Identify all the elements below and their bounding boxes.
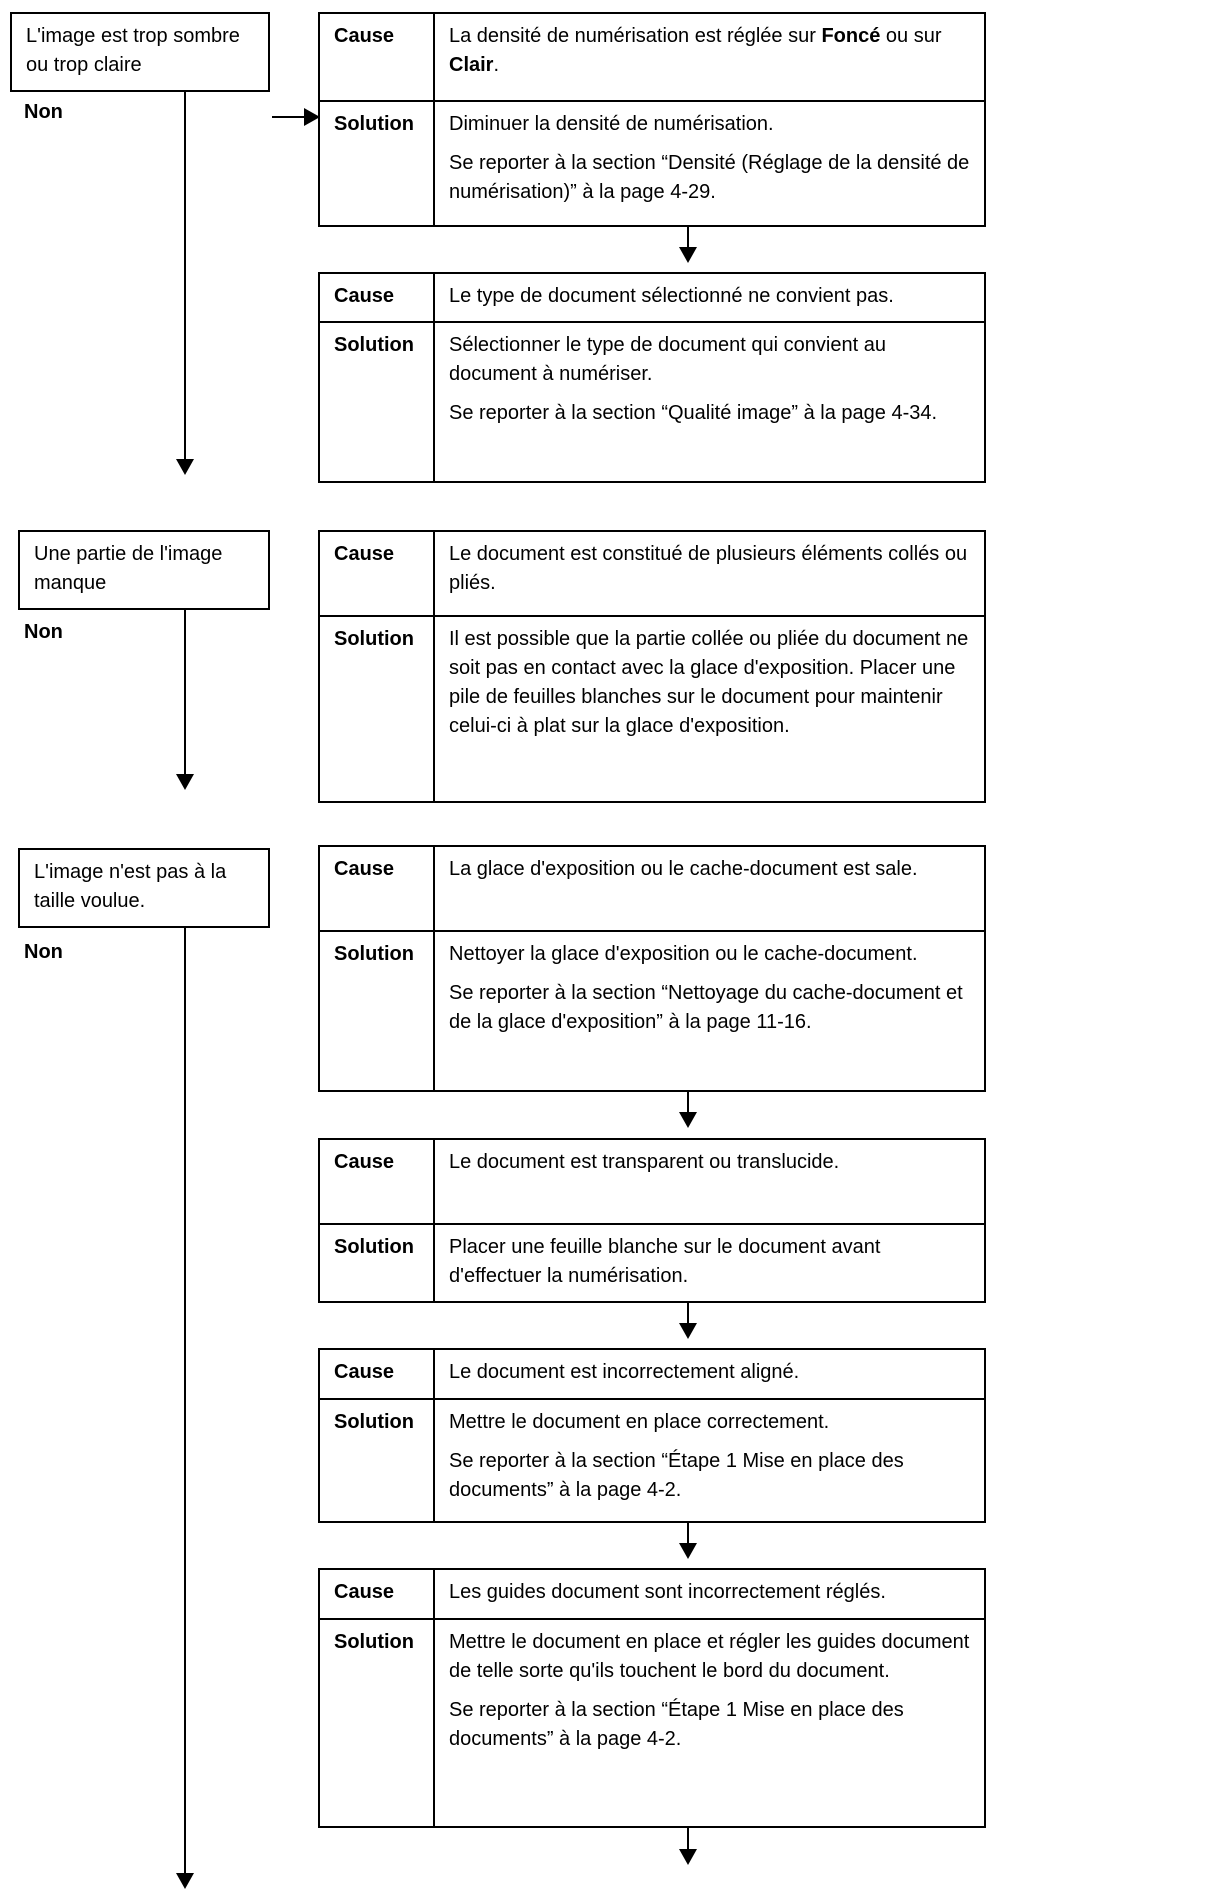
branch-label-non-3: Non bbox=[24, 941, 63, 963]
flow-arrowhead-down-table-7 bbox=[679, 1849, 697, 1865]
cause-text bbox=[435, 1140, 984, 1223]
cause-text bbox=[435, 274, 984, 321]
solution-row bbox=[320, 615, 984, 801]
solution-paragraph: Se reporter à la section “Étape 1 Mise en place des documents” à la page 4-2. bbox=[449, 1699, 904, 1750]
solution-paragraph: Diminuer la densité de numérisation. bbox=[449, 113, 774, 135]
flow-arrowhead-down-1 bbox=[176, 459, 194, 475]
cause-solution-table-1 bbox=[318, 12, 986, 227]
cause-text bbox=[435, 1570, 984, 1618]
flow-line-down-table-6 bbox=[687, 1523, 689, 1544]
flow-line-down-table-4 bbox=[687, 1092, 689, 1113]
decision-box-part-of-image-missing bbox=[18, 530, 270, 610]
flow-arrowhead-down-table-1 bbox=[679, 247, 697, 263]
solution-text bbox=[435, 1620, 984, 1826]
flow-arrowhead-down-table-6 bbox=[679, 1543, 697, 1559]
cause-label: Cause bbox=[320, 532, 435, 615]
flow-line-right-1 bbox=[272, 116, 306, 118]
cause-text bbox=[435, 1350, 984, 1398]
cause-row bbox=[320, 847, 984, 930]
cause-row bbox=[320, 1350, 984, 1398]
cause-row bbox=[320, 1570, 984, 1618]
cause-solution-table-2 bbox=[318, 272, 986, 483]
solution-paragraph: Se reporter à la section “Densité (Réglage de la densité de numérisation)” à la page 4-29. bbox=[449, 152, 970, 203]
cause-solution-table-6 bbox=[318, 1348, 986, 1523]
solution-text bbox=[435, 1400, 984, 1521]
solution-paragraph: Mettre le document en place correctement. bbox=[449, 1411, 830, 1433]
cause-solution-table-3 bbox=[318, 530, 986, 803]
solution-text bbox=[435, 323, 984, 481]
branch-label-non-1: Non bbox=[24, 101, 63, 123]
solution-label: Solution bbox=[320, 1620, 435, 1826]
cause-row bbox=[320, 14, 984, 100]
solution-paragraph: Se reporter à la section “Qualité image” à la page 4-34. bbox=[449, 402, 938, 424]
solution-text bbox=[435, 1225, 984, 1301]
flow-line-down-table-7 bbox=[687, 1828, 689, 1850]
cause-text bbox=[435, 532, 984, 615]
solution-row bbox=[320, 100, 984, 225]
decision-box-image-too-dark-or-light bbox=[10, 12, 270, 92]
solution-paragraph: Se reporter à la section “Étape 1 Mise en place des documents” à la page 4-2. bbox=[449, 1450, 904, 1501]
flow-arrowhead-down-table-4 bbox=[679, 1112, 697, 1128]
solution-paragraph: Sélectionner le type de document qui convient au document à numériser. bbox=[449, 334, 886, 385]
cause-paragraph: Le document est constitué de plusieurs éléments collés ou pliés. bbox=[449, 543, 968, 594]
branch-label-non-2: Non bbox=[24, 621, 63, 643]
cause-label: Cause bbox=[320, 1140, 435, 1223]
solution-row bbox=[320, 321, 984, 481]
cause-solution-table-7 bbox=[318, 1568, 986, 1828]
cause-row bbox=[320, 1140, 984, 1223]
cause-text bbox=[435, 847, 984, 930]
solution-row bbox=[320, 930, 984, 1090]
cause-label: Cause bbox=[320, 14, 435, 100]
solution-row bbox=[320, 1223, 984, 1301]
cause-label: Cause bbox=[320, 847, 435, 930]
cause-solution-table-4 bbox=[318, 845, 986, 1092]
cause-label: Cause bbox=[320, 274, 435, 321]
decision-box-text: L'image est trop sombre ou trop claire bbox=[26, 25, 240, 76]
solution-label: Solution bbox=[320, 1400, 435, 1521]
flow-line-down-2 bbox=[184, 610, 186, 775]
solution-label: Solution bbox=[320, 932, 435, 1090]
cause-label: Cause bbox=[320, 1570, 435, 1618]
solution-text bbox=[435, 932, 984, 1090]
flow-line-down-3 bbox=[184, 928, 186, 1874]
cause-row bbox=[320, 532, 984, 615]
flow-arrowhead-down-table-5 bbox=[679, 1323, 697, 1339]
cause-solution-table-5 bbox=[318, 1138, 986, 1303]
flow-arrowhead-down-3 bbox=[176, 1873, 194, 1889]
solution-paragraph: Mettre le document en place et régler les guides document de telle sorte qu'ils touchent le bord du document. bbox=[449, 1631, 970, 1682]
solution-paragraph: Nettoyer la glace d'exposition ou le cache-document. bbox=[449, 943, 918, 965]
decision-box-text: Une partie de l'image manque bbox=[34, 543, 223, 594]
solution-label: Solution bbox=[320, 617, 435, 801]
cause-row bbox=[320, 274, 984, 321]
decision-box-text: L'image n'est pas à la taille voulue. bbox=[34, 861, 227, 912]
solution-paragraph: Il est possible que la partie collée ou pliée du document ne soit pas en contact avec la glace d'exposition. Placer une pile de feuilles blanches sur le document pour maintenir celui-ci à plat sur la glace d'exposition. bbox=[449, 628, 969, 737]
solution-row bbox=[320, 1398, 984, 1521]
cause-paragraph: La densité de numérisation est réglée sur Foncé ou sur Clair. bbox=[449, 25, 942, 76]
cause-paragraph: La glace d'exposition ou le cache-document est sale. bbox=[449, 858, 918, 880]
cause-label: Cause bbox=[320, 1350, 435, 1398]
solution-row bbox=[320, 1618, 984, 1826]
solution-text bbox=[435, 102, 984, 225]
cause-text bbox=[435, 14, 984, 100]
solution-paragraph: Se reporter à la section “Nettoyage du cache-document et de la glace d'exposition” à la page 11-16. bbox=[449, 982, 963, 1033]
cause-paragraph: Les guides document sont incorrectement réglés. bbox=[449, 1581, 886, 1603]
cause-paragraph: Le document est transparent ou translucide. bbox=[449, 1151, 840, 1173]
cause-paragraph: Le type de document sélectionné ne convient pas. bbox=[449, 285, 894, 307]
solution-label: Solution bbox=[320, 102, 435, 225]
solution-label: Solution bbox=[320, 323, 435, 481]
solution-text bbox=[435, 617, 984, 801]
flow-line-down-table-1 bbox=[687, 227, 689, 248]
solution-label: Solution bbox=[320, 1225, 435, 1301]
solution-paragraph: Placer une feuille blanche sur le document avant d'effectuer la numérisation. bbox=[449, 1236, 881, 1287]
cause-paragraph: Le document est incorrectement aligné. bbox=[449, 1361, 800, 1383]
flow-line-down-table-5 bbox=[687, 1303, 689, 1324]
decision-box-image-wrong-size bbox=[18, 848, 270, 928]
flow-arrowhead-down-2 bbox=[176, 774, 194, 790]
flow-line-down-1 bbox=[184, 92, 186, 460]
